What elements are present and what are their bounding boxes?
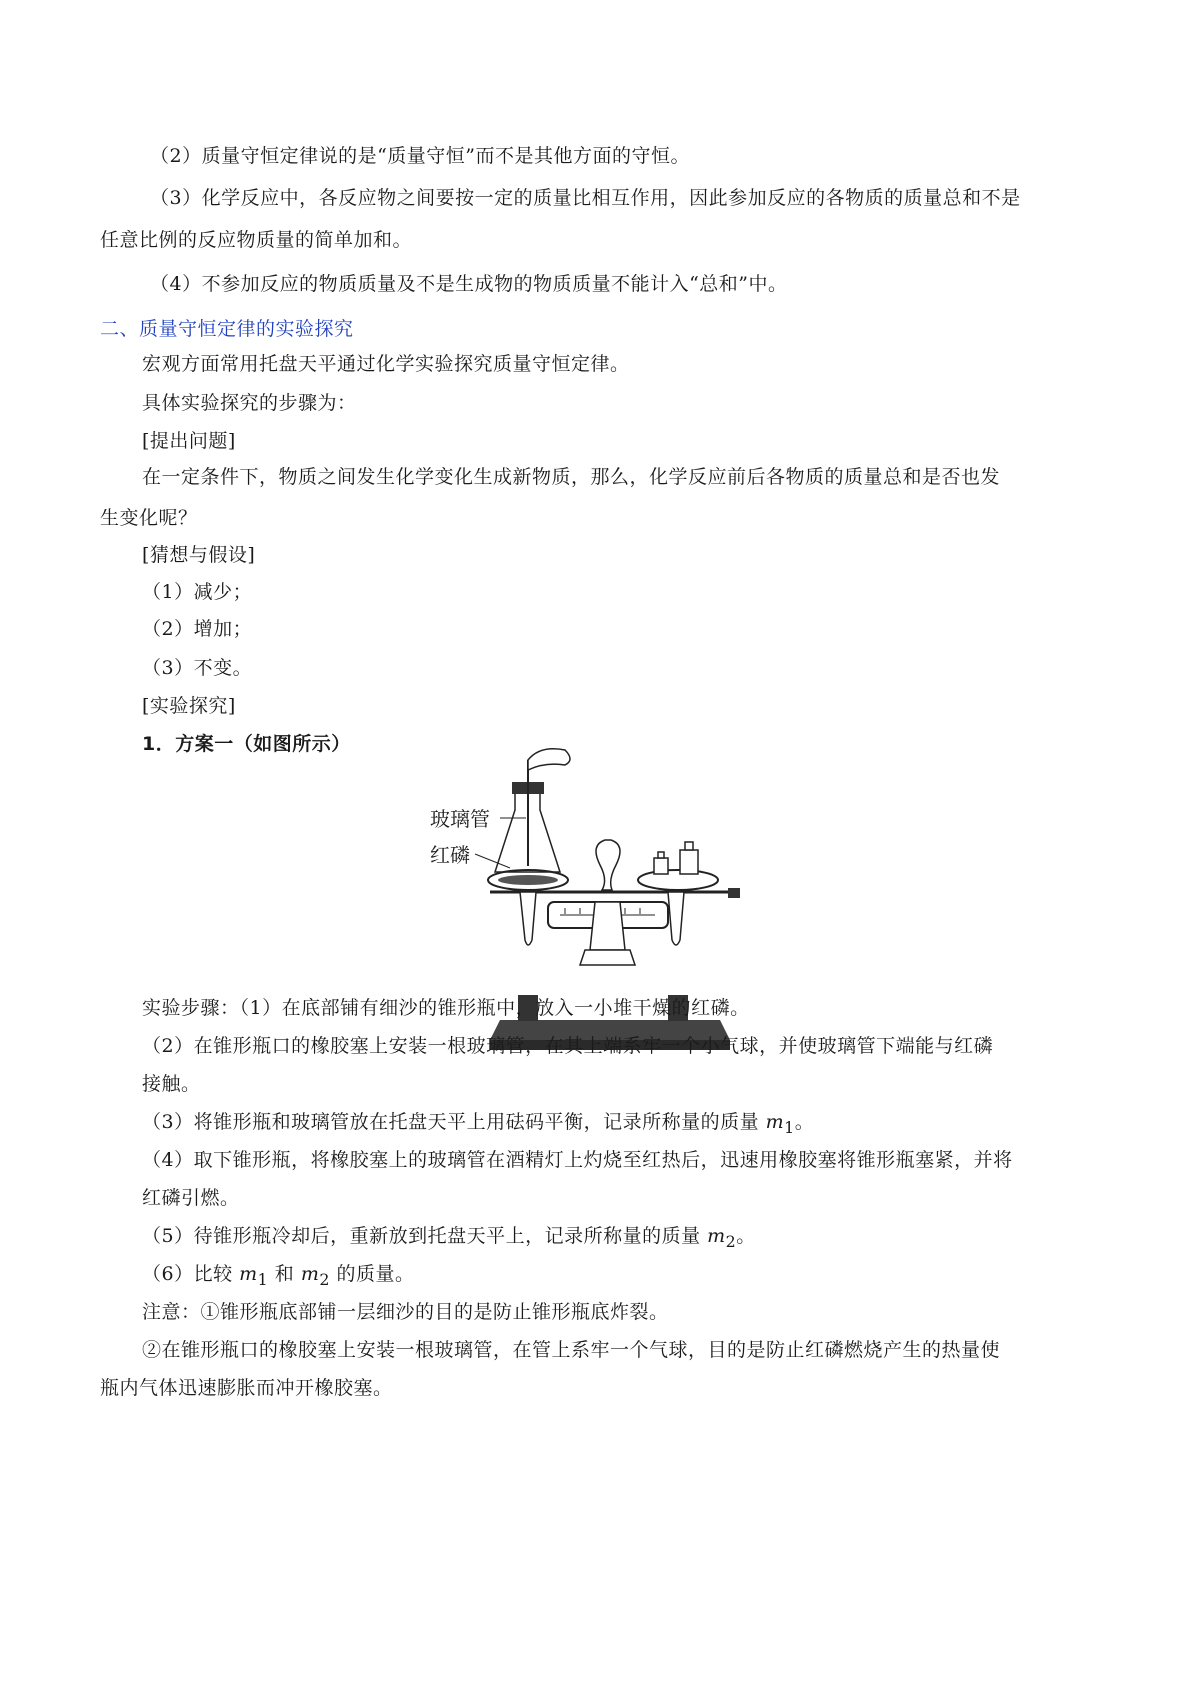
label-red-phosphorus: 红磷 <box>430 843 470 867</box>
step-4-line2: 红磷引燃。 <box>142 1187 240 1209</box>
step-1: 实验步骤：（1）在底部铺有细沙的锥形瓶中，放入一小堆干燥的红磷。 <box>142 997 750 1019</box>
step-5: （5）待锥形瓶冷却后，重新放到托盘天平上，记录所称量的质量 $m_2$。 <box>142 1225 756 1251</box>
step-3: （3）将锥形瓶和玻璃管放在托盘天平上用砝码平衡，记录所称量的质量 $m_1$。 <box>142 1111 815 1137</box>
hypothesis-2: （2）增加； <box>142 618 253 640</box>
steps-intro: 具体实验探究的步骤为： <box>142 392 357 414</box>
hypothesis-1: （1）减少； <box>142 581 253 603</box>
point-2: （2）质量守恒定律说的是“质量守恒”而不是其他方面的守恒。 <box>150 145 691 167</box>
section-heading: 二、质量守恒定律的实验探究 <box>100 318 354 340</box>
point-3-line2: 任意比例的反应物质量的简单加和。 <box>100 229 413 251</box>
label-glass-tube: 玻璃管 <box>430 807 490 831</box>
weight-large <box>680 850 698 874</box>
step-2-line2: 接触。 <box>142 1073 201 1095</box>
step-4-line1: （4）取下锥形瓶，将橡胶塞上的玻璃管在酒精灯上灼烧至红热后，迅速用橡胶塞将锥形瓶塞紧，并将 <box>142 1149 1013 1171</box>
plan-title: 1．方案一（如图所示） <box>142 733 351 755</box>
right-pan <box>638 870 718 890</box>
question-title: [提出问题] <box>142 430 236 452</box>
point-3-line1: （3）化学反应中，各反应物之间要按一定的质量比相互作用，因此参加反应的各物质的质量总和不是 <box>150 187 1021 209</box>
note-2-line2: 瓶内气体迅速膨胀而冲开橡胶塞。 <box>100 1377 393 1399</box>
question-line1: 在一定条件下，物质之间发生化学变化生成新物质，那么，化学反应前后各物质的质量总和是否也发 <box>142 466 1001 488</box>
weight-small <box>654 858 668 874</box>
hypothesis-title: [猜想与假设] <box>142 544 256 566</box>
step-2-line1: （2）在锥形瓶口的橡胶塞上安装一根玻璃管，在其上端系牢一个小气球，并使玻璃管下端能与红磷 <box>142 1035 994 1057</box>
experiment-title: [实验探究] <box>142 695 236 717</box>
hypothesis-3: （3）不变。 <box>142 657 253 679</box>
note-1: 注意：①锥形瓶底部铺一层细沙的目的是防止锥形瓶底炸裂。 <box>142 1301 669 1323</box>
note-2-line1: ②在锥形瓶口的橡胶塞上安装一根玻璃管，在管上系牢一个气球，目的是防止红磷燃烧产生的热量使 <box>142 1339 1001 1361</box>
question-line2: 生变化呢？ <box>100 507 198 529</box>
step-6: （6）比较 $m_1$ 和 $m_2$ 的质量。 <box>142 1263 415 1289</box>
balloon <box>528 749 570 770</box>
point-4: （4）不参加反应的物质质量及不是生成物的物质质量不能计入“总和”中。 <box>150 273 788 295</box>
section-intro: 宏观方面常用托盘天平通过化学实验探究质量守恒定律。 <box>142 353 630 375</box>
